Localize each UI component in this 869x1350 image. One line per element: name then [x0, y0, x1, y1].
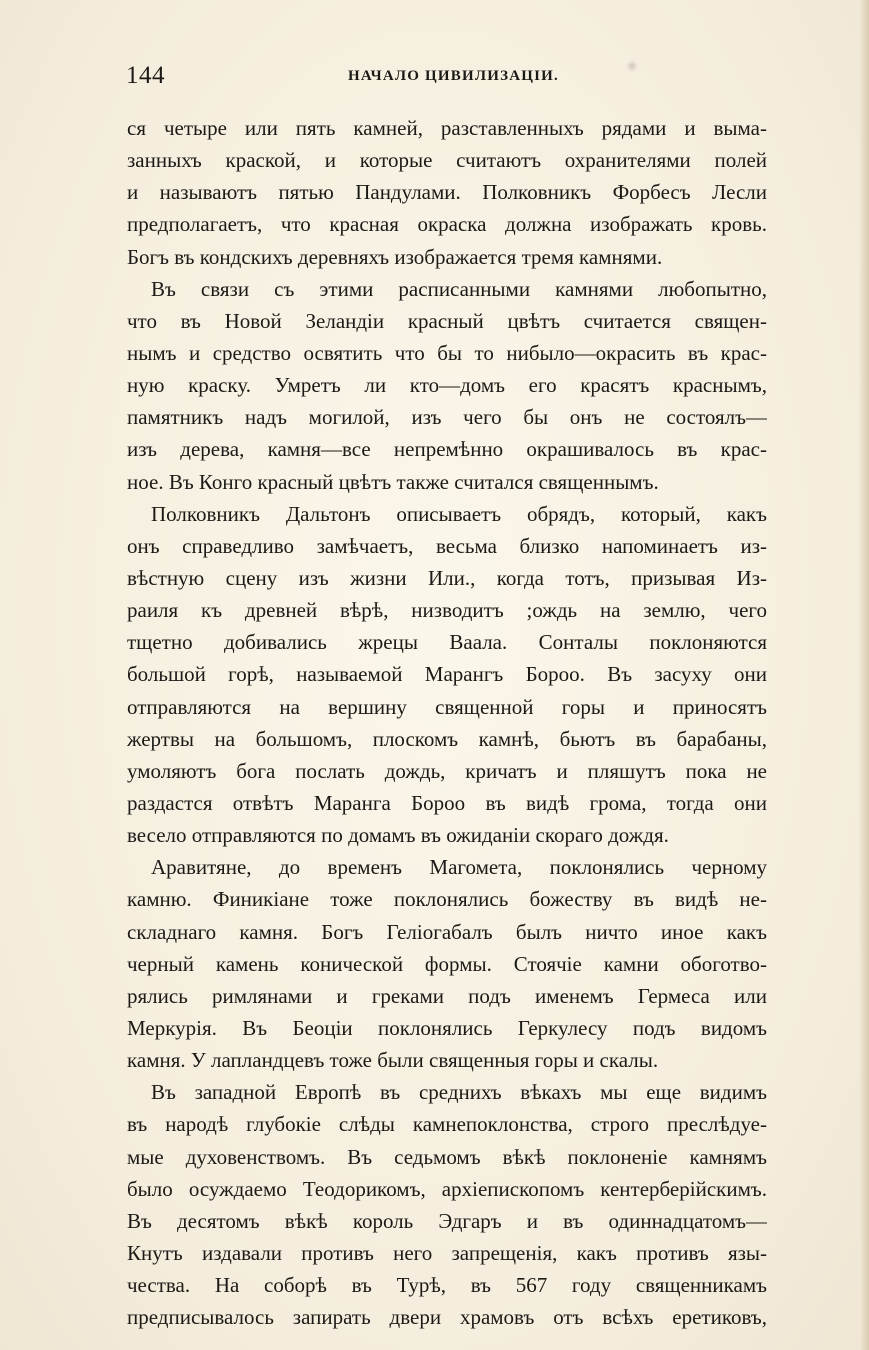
- text-line: и называютъ пятью Пандулами. Полковникъ Форбесъ Лесли: [127, 180, 767, 205]
- text-line: чества. На соборѣ въ Турѣ, въ 567 году священникамъ: [127, 1273, 767, 1298]
- text-line: Полковникъ Дальтонъ описываетъ обрядъ, который, какъ: [151, 501, 767, 526]
- text-line: черный камень конической формы. Стоячіе камни обоготво-: [127, 951, 767, 976]
- text-line: камню. Финикіане тоже поклонялись божеству въ видѣ не-: [127, 887, 767, 912]
- text-line: ное. Въ Конго красный цвѣтъ также считался священнымъ.: [127, 469, 659, 494]
- page-header: [126, 62, 766, 96]
- text-line: вѣстную сцену изъ жизни Или., когда тотъ, призывая Из-: [127, 565, 767, 590]
- text-line: было осуждаемо Теодорикомъ, архіепископомъ кентерберійскимъ.: [127, 1176, 767, 1201]
- text-line: Меркурія. Въ Беоціи поклонялись Геркулесу подъ видомъ: [127, 1015, 767, 1040]
- body-text: [127, 112, 767, 1333]
- page-edge-shadow: [859, 0, 869, 1350]
- text-line: Въ связи съ этими расписанными камнями любопытно,: [151, 276, 767, 301]
- text-line: умоляютъ бога послать дождь, кричатъ и пляшутъ пока не: [127, 758, 767, 783]
- text-line: нымъ и средство освятить что бы то нибыло—окрасить въ крас-: [127, 340, 767, 365]
- text-line: Кнутъ издавали противъ него запрещенія, какъ противъ язы-: [127, 1240, 767, 1265]
- paper-speck: [626, 60, 638, 72]
- text-line: Въ западной Европѣ въ среднихъ вѣкахъ мы еще видимъ: [151, 1080, 767, 1105]
- text-line: мые духовенствомъ. Въ седьмомъ вѣкѣ поклоненіе камнямъ: [127, 1144, 767, 1169]
- text-line: онъ справедливо замѣчаетъ, весьма близко напоминаетъ из-: [127, 533, 767, 558]
- text-line: ную краску. Умретъ ли кто—домъ его красятъ краснымъ,: [127, 373, 767, 398]
- running-head: НАЧАЛО ЦИВИЛИЗАЦІИ.: [348, 68, 559, 84]
- text-line: ся четыре или пять камней, разставленныхъ рядами и выма-: [127, 116, 767, 140]
- text-line: складнаго камня. Богъ Геліогабалъ былъ ничто иное какъ: [127, 919, 767, 944]
- text-line: отправляются на вершину священной горы и приносятъ: [127, 694, 767, 719]
- text-line: предполагаетъ, что красная окраска должна изображать кровь.: [127, 212, 767, 237]
- text-line: изъ дерева, камня—все непремѣнно окрашивалось въ крас-: [127, 437, 767, 462]
- page-number: 144: [126, 62, 165, 89]
- text-line: рялись римлянами и греками подъ именемъ Гермеса или: [127, 983, 767, 1008]
- text-line: Аравитяне, до временъ Магомета, поклонялись черному: [151, 855, 767, 880]
- text-line: раиля къ древней вѣрѣ, низводитъ ;ождь на землю, чего: [127, 598, 767, 623]
- text-line: что въ Новой Зеландіи красный цвѣтъ считается священ-: [127, 308, 767, 333]
- text-line: раздастся отвѣтъ Маранга Бороо въ видѣ грома, тогда они: [127, 790, 767, 815]
- text-line: тщетно добивались жрецы Ваала. Сонталы поклоняются: [127, 630, 767, 655]
- text-line: весело отправляются по домамъ въ ожиданіи скораго дождя.: [127, 823, 669, 848]
- text-line: предписывалось запирать двери храмовъ отъ всѣхъ еретиковъ,: [127, 1305, 767, 1330]
- text-line: памятникъ надъ могилой, изъ чего бы онъ не состоялъ—: [127, 405, 767, 430]
- text-line: Богъ въ кондскихъ деревняхъ изображается тремя камнями.: [127, 244, 663, 269]
- text-line: жертвы на большомъ, плоскомъ камнѣ, бьютъ въ барабаны,: [127, 726, 767, 751]
- text-line: камня. У лапландцевъ тоже были священныя горы и скалы.: [127, 1048, 659, 1073]
- text-line: Въ десятомъ вѣкѣ король Эдгаръ и въ одиннадцатомъ—: [127, 1208, 767, 1233]
- text-line: занныхъ краской, и которые считаютъ охранителями полей: [127, 148, 767, 173]
- text-line: въ народѣ глубокіе слѣды камнепоклонства, строго преслѣдуе-: [127, 1112, 767, 1137]
- text-line: большой горѣ, называемой Марангъ Бороо. Въ засуху они: [127, 662, 767, 687]
